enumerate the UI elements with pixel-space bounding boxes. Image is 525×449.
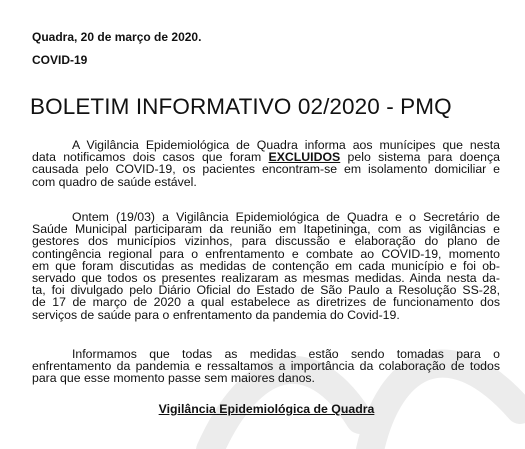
paragraph-line: Informamos que todas as medidas estão sendo tomadas para o [72, 347, 500, 361]
paragraph-line: com quadro de saúde estável. [32, 174, 197, 189]
page-title: BOLETIM INFORMATIVO 02/2020 - PMQ [30, 94, 452, 119]
line-text: data notificamos dois casos que foram [32, 150, 269, 165]
signature: Vigilância Epidemiológica de Quadra [158, 402, 375, 416]
line-text: pelo sistema para doença [340, 150, 500, 165]
paragraph-line: contingência regional para o enfrentamento e combate ao COVID-19, momento [32, 246, 500, 261]
paragraph-line: de 17 de março de 2020 a qual estabelece as diretrizes de funcionamento dos [32, 295, 500, 310]
paragraph-line: gestores dos municípios vizinhos, para discussão e elaboração do plano de [32, 234, 500, 249]
paragraph-line: Saúde Municipal participaram da reunião em Itapetininga, com as vigilâncias e [32, 222, 500, 237]
excluded-emphasis: EXCLUIDOS [268, 150, 341, 165]
document-date: Quadra, 20 de março de 2020. [32, 30, 202, 44]
paragraph-line: enfrentamento da pandemia e ressaltamos a importância da colaboração de todos [32, 359, 500, 374]
document-subject: COVID-19 [32, 53, 88, 67]
paragraph-line: causada pelo COVID-19, os pacientes encontram-se em isolamento domiciliar e [32, 162, 500, 177]
paragraph-line: A Vigilância Epidemiológica de Quadra informa aos munícipes que nesta [72, 138, 500, 152]
paragraph-1 [32, 139, 500, 188]
paragraph-line: Ontem (19/03) a Vigilância Epidemiológica de Quadra e o Secretário de [72, 210, 500, 224]
paragraph-line: servado que todos os presentes realizaram as mesmas medidas. Ainda nesta da- [32, 271, 500, 286]
paragraph-2 [32, 211, 500, 321]
paragraph-line: ta, foi divulgado pelo Diário Oficial do Estado de São Paulo a Resolução SS-28, [32, 283, 500, 298]
paragraph-line: para que esse momento passe sem maiores danos. [32, 371, 315, 386]
paragraph-line: em que foram discutidas as medidas de contenção em cada município e foi ob- [32, 258, 500, 273]
paragraph-3 [32, 348, 500, 385]
paragraph-line: serviços de saúde para o enfrentamento da pandemia do Covid-19. [32, 307, 400, 322]
